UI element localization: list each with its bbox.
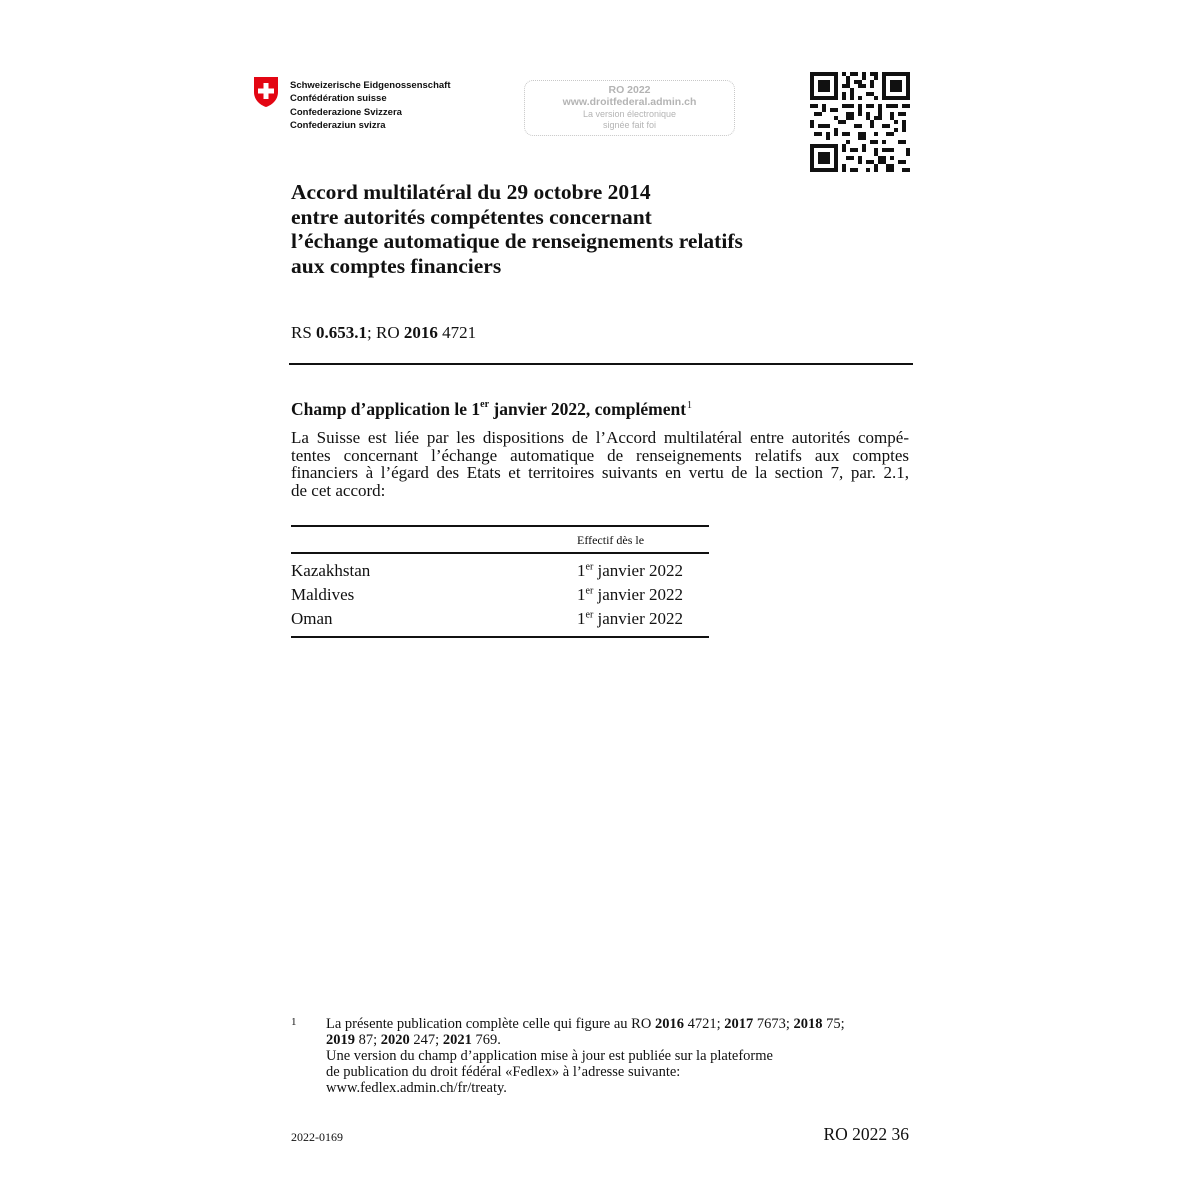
country-cell: Oman <box>291 609 333 628</box>
ro-page: 4721; <box>683 1016 725 1032</box>
electronic-signature-stamp <box>524 80 735 136</box>
heading-superscript: er <box>480 399 490 411</box>
ro-label: ; RO <box>367 323 404 342</box>
body-paragraph <box>291 429 909 499</box>
ro-year: 2016 <box>403 323 438 342</box>
table-row <box>291 559 709 583</box>
document-title <box>291 180 911 278</box>
ro-page: 769. <box>471 1032 501 1048</box>
footnote-line <box>326 1016 910 1032</box>
country-cell: Kazakhstan <box>291 561 371 580</box>
paragraph-line: tentes concernant l’échange automatique de renseignements relatifs aux comptes <box>291 445 909 465</box>
date-superscript: er <box>585 609 594 621</box>
ro-year: 2016 <box>654 1016 684 1032</box>
footnote <box>326 1016 910 1096</box>
paragraph-line: La Suisse est liée par les dispositions de l’Accord multilatéral entre autorités compé- <box>291 428 909 447</box>
date-day: 1 <box>577 609 586 628</box>
date-cell <box>577 561 683 581</box>
date-text: janvier 2022 <box>593 561 683 580</box>
application-table <box>291 525 709 638</box>
ro-page: 87; <box>355 1032 381 1048</box>
header-divider <box>289 363 913 365</box>
ro-year: 2020 <box>380 1032 410 1048</box>
table-body <box>291 554 709 636</box>
ro-publication-number: RO 2022 36 <box>823 1124 909 1144</box>
confederation-name-rm: Confederaziun svizra <box>290 119 386 131</box>
table-row <box>291 583 709 607</box>
stamp-line-4: signée fait foi <box>602 120 657 130</box>
date-cell <box>577 609 683 629</box>
ro-year: 2019 <box>326 1032 355 1048</box>
confederation-name-it: Confederazione Svizzera <box>290 106 402 118</box>
heading-prefix: Champ d’application le 1 <box>291 399 481 419</box>
date-superscript: er <box>585 585 594 597</box>
stamp-line-3: La version électronique <box>582 109 677 119</box>
title-line: aux comptes financiers <box>291 253 502 278</box>
footnote-line <box>326 1032 910 1048</box>
paragraph-line: financiers à l’égard des Etats et territoires suivants en vertu de la section 7, par. 2.1, <box>291 463 909 482</box>
document-reference <box>291 322 476 344</box>
footnote-line: Une version du champ d’application mise à jour est publiée sur la plateforme <box>326 1048 773 1064</box>
date-text: janvier 2022 <box>593 609 683 628</box>
date-superscript: er <box>585 561 594 573</box>
ro-page: 7673; <box>753 1016 794 1032</box>
date-cell <box>577 585 683 605</box>
footnote-mark: 1 <box>291 1016 297 1028</box>
table-row <box>291 607 709 631</box>
confederation-name-de: Schweizerische Eidgenossenschaft <box>290 80 451 91</box>
ro-year: 2017 <box>724 1016 754 1032</box>
footnote-reference: 1 <box>687 400 693 412</box>
heading-suffix: janvier 2022, complément <box>489 399 687 419</box>
qr-code-icon <box>810 72 910 172</box>
ro-year: 2018 <box>793 1016 823 1032</box>
ro-page: 247; <box>409 1032 443 1048</box>
footnote-line: de publication du droit fédéral «Fedlex» à l’adresse suivante: <box>326 1064 681 1080</box>
date-day: 1 <box>577 561 586 580</box>
footnote-text: La présente publication complète celle qui figure au RO <box>326 1016 655 1032</box>
stamp-line-2: www.droitfederal.admin.ch <box>562 96 697 108</box>
paragraph-line: de cet accord: <box>291 480 386 500</box>
title-line: l’échange automatique de renseignements relatifs <box>291 229 743 254</box>
rs-label: RS <box>291 323 317 342</box>
column-header-effective-date: Effectif dès le <box>577 533 645 547</box>
confederation-names <box>290 79 451 132</box>
ro-year: 2021 <box>442 1032 472 1048</box>
title-line: entre autorités compétentes concernant <box>291 204 652 229</box>
table-header <box>291 527 709 552</box>
country-cell: Maldives <box>291 585 355 604</box>
fedlex-url: www.fedlex.admin.ch/fr/treaty. <box>326 1080 507 1096</box>
ro-page: 4721 <box>437 323 477 342</box>
title-line: Accord multilatéral du 29 octobre 2014 <box>291 180 651 204</box>
section-heading <box>291 398 692 420</box>
rs-number: 0.653.1 <box>316 323 368 342</box>
date-day: 1 <box>577 585 586 604</box>
ro-page: 75; <box>822 1016 845 1032</box>
swiss-cross-icon <box>253 76 279 108</box>
table-bottom-rule <box>291 636 709 638</box>
date-text: janvier 2022 <box>593 585 683 604</box>
document-number: 2022-0169 <box>291 1130 343 1144</box>
stamp-line-1: RO 2022 <box>608 84 651 96</box>
confederation-name-fr: Confédération suisse <box>290 93 387 105</box>
